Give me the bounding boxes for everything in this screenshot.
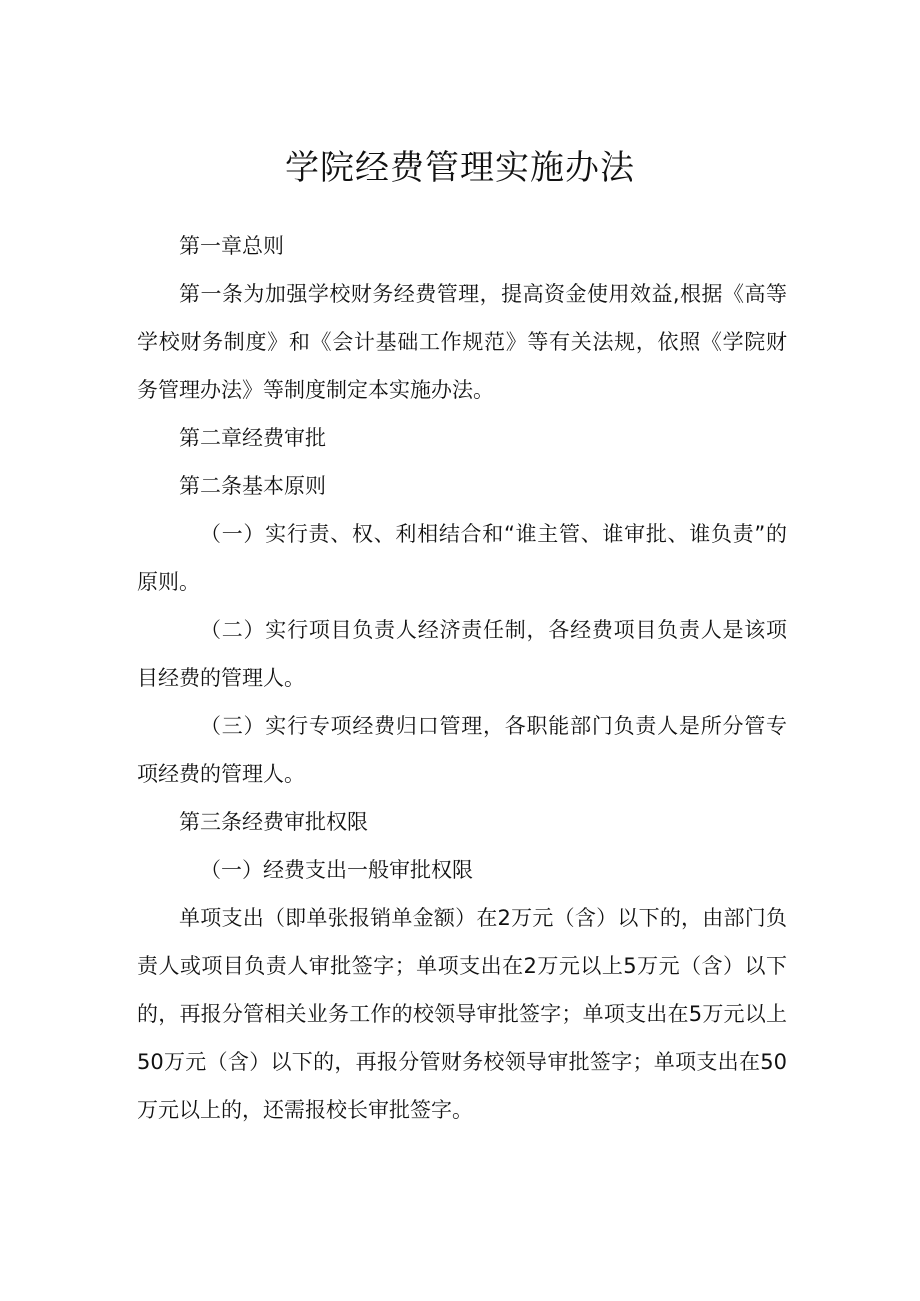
article-heading: 第三条经费审批权限 — [179, 810, 368, 834]
principle-item: （一）实行责、权、利相结合和“谁主管、谁审批、谁负责”的原则。 — [137, 522, 787, 594]
principle-item: （三）实行专项经费归口管理，各职能部门负责人是所分管专项经费的管理人。 — [137, 714, 787, 786]
article-paragraph: 第一条为加强学校财务经费管理，提高资金使用效益,根据《高等学校财务制度》和《会计基础工作规范》等有关法规，依照《学院财务管理办法》等制度制定本实施办法。 — [137, 282, 787, 402]
chapter-heading: 第一章总则 — [179, 234, 284, 258]
chapter-heading: 第二章经费审批 — [179, 426, 326, 450]
approval-limits-paragraph: 单项支出（即单张报销单金额）在2万元（含）以下的，由部门负责人或项目负责人审批签字；单项支出在2万元以上5万元（含）以下的，再报分管相关业务工作的校领导审批签字；单项支出在5万元以上50万元（含）以下的，再报分管财务校领导审批签字；单项支出在50万元以上的，还需报校长审批签字。 — [137, 906, 787, 1122]
principle-item: （二）实行项目负责人经济责任制，各经费项目负责人是该项目经费的管理人。 — [137, 618, 787, 690]
document-body — [137, 222, 787, 1134]
article-heading: 第二条基本原则 — [179, 474, 326, 498]
subsection-heading: （一）经费支出一般审批权限 — [200, 858, 473, 882]
document-title: 学院经费管理实施办法 — [285, 148, 635, 188]
